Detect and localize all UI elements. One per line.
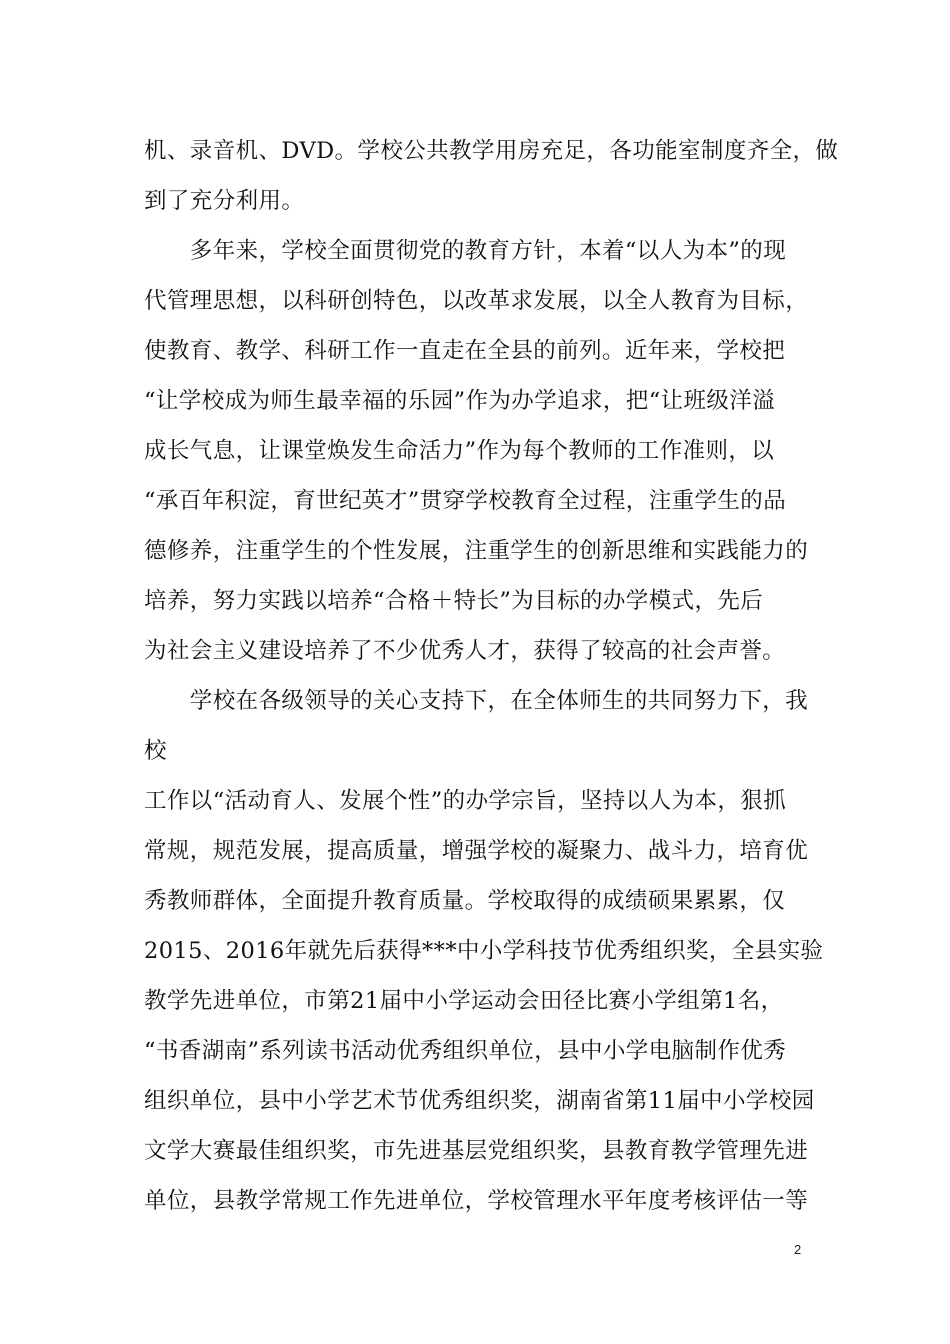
text-line: 使教育、教学、科研工作一直走在全县的前列。近年来，学校把 xyxy=(144,338,786,364)
text-line: 单位，县教学常规工作先进单位，学校管理水平年度考核评估一等 xyxy=(144,1188,809,1214)
page-number: 2 xyxy=(794,1242,802,1257)
text-line: 组织单位，县中小学艺术节优秀组织奖，湖南省第11届中小学校园 xyxy=(144,1088,815,1114)
text-line: 培养，努力实践以培养“合格＋特长”为目标的办学模式，先后 xyxy=(144,588,764,614)
text-line: 到了充分利用。 xyxy=(144,188,305,214)
text-line: 代管理思想，以科研创特色，以改革求发展，以全人教育为目标， xyxy=(144,288,809,314)
text-line: 校 xyxy=(144,738,167,764)
text-line: 学校在各级领导的关心支持下，在全体师生的共同努力下，我 xyxy=(144,688,809,714)
text-line: 成长气息，让课堂焕发生命活力”作为每个教师的工作准则，以 xyxy=(144,438,775,464)
text-line: 教学先进单位，市第21届中小学运动会田径比赛小学组第1名， xyxy=(144,988,784,1014)
text-line: 机、录音机、DVD。学校公共教学用房充足，各功能室制度齐全，做 xyxy=(144,138,839,164)
text-line: 为社会主义建设培养了不少优秀人才，获得了较高的社会声誉。 xyxy=(144,638,786,664)
text-line: 文学大赛最佳组织奖，市先进基层党组织奖，县教育教学管理先进 xyxy=(144,1138,809,1164)
text-line: 德修养，注重学生的个性发展，注重学生的创新思维和实践能力的 xyxy=(144,538,809,564)
text-line: 2015、2016年就先后获得***中小学科技节优秀组织奖，全县实验 xyxy=(144,938,824,964)
text-line: “承百年积淀，育世纪英才”贯穿学校教育全过程，注重学生的品 xyxy=(144,488,787,514)
text-line: 工作以“活动育人、发展个性”的办学宗旨，坚持以人为本，狠抓 xyxy=(144,788,787,814)
text-line: “书香湖南”系列读书活动优秀组织单位，县中小学电脑制作优秀 xyxy=(144,1038,787,1064)
text-line: “让学校成为师生最幸福的乐园”作为办学追求，把“让班级洋溢 xyxy=(144,388,776,414)
text-line: 多年来，学校全面贯彻党的教育方针，本着“以人为本”的现 xyxy=(144,238,787,264)
text-line: 秀教师群体，全面提升教育质量。学校取得的成绩硕果累累，仅 xyxy=(144,888,786,914)
text-line: 常规，规范发展，提高质量，增强学校的凝聚力、战斗力，培育优 xyxy=(144,838,809,864)
